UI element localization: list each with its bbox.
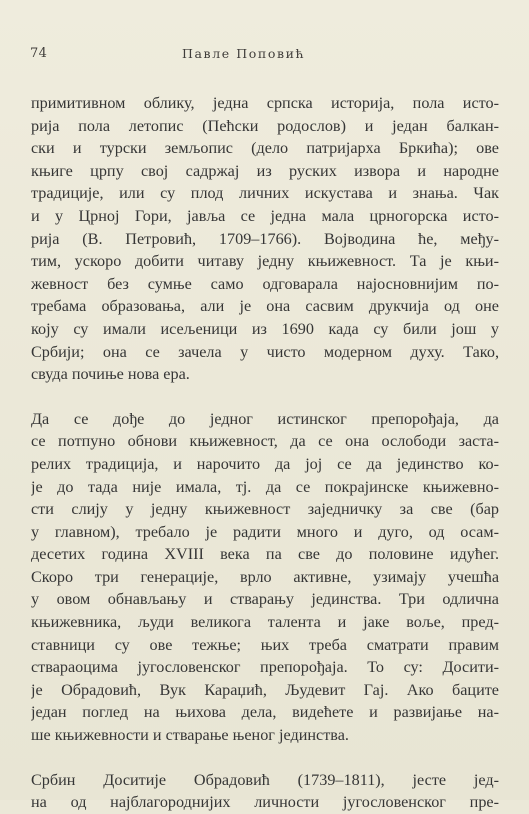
text-line: жевност без сумње само одговарала најосновнијим по-: [31, 274, 499, 293]
text-line: и у Црној Гори, јавља се једна мала црногорска исто-: [31, 206, 499, 225]
text-line: у главном), требало је радити много и дуго, од осам-: [31, 522, 499, 541]
paragraph-gap: [31, 747, 499, 769]
text-line: Србин Доситије Обрадовић (1739–1811), јесте јед-: [31, 770, 499, 789]
text-line: ше књижевности и стварање њеног јединства.: [31, 726, 349, 745]
text-line: десетих година XVIII века па све до половине идућег.: [31, 545, 499, 564]
text-line: рија пола летопис (Пећски родослов) и један балкан-: [31, 116, 499, 135]
page-number: 74: [30, 46, 48, 61]
text-line: на од најблагороднијих личности југословенског пре-: [31, 793, 499, 812]
text-line: је до тада није имала, тј. да се покрајинске књижевно-: [31, 477, 499, 496]
text-line: ставници су ове тежње; њих треба сматрати правим: [31, 635, 499, 654]
text-line: рија (В. Петровић, 1709–1766). Војводина ће, међу-: [31, 229, 499, 248]
text-line: тим, ускоро добити читаву једну књижевност. Та је књи-: [31, 252, 499, 271]
text-line: је Обрадовић, Вук Караџић, Људевит Гај. Ако баците: [31, 680, 499, 699]
text-line: Скоро три генерације, врло активне, узимају учешћа: [31, 567, 499, 586]
text-line: ски и турски земљопис (дело патријарха Бркића); ове: [31, 139, 499, 158]
paragraph: [31, 769, 499, 814]
body-text: [31, 92, 499, 814]
text-line: требама образовања, али је она сасвим друкчија од оне: [31, 297, 499, 316]
paragraph: [31, 408, 499, 747]
text-line: Србији; она се зачела у чисто модерном духу. Тако,: [31, 342, 499, 361]
running-head: Павле Поповић: [182, 46, 306, 61]
paragraph-gap: [31, 386, 499, 408]
text-line: књижевника, људи великога талента и јаке воље, пред-: [31, 613, 499, 632]
text-line: ствараоцима југословенског препорођаја. То су: Досити-: [31, 658, 499, 677]
text-line: релих традиција, и нарочито да јој се да јединство ко-: [31, 454, 499, 473]
paragraph: [31, 92, 499, 386]
text-line: свуда почиње нова ера.: [31, 365, 190, 384]
text-line: коју су имали исељеници из 1690 када су били још у: [31, 319, 499, 338]
text-line: се потпуно обнови књижевност, да се она ослободи застa-: [31, 432, 499, 451]
text-line: један поглед на њихова дела, видећете и развијање на-: [31, 703, 499, 722]
page-header: [30, 46, 500, 66]
text-line: у овом обнављању и стварању јединства. Три одлична: [31, 590, 499, 609]
text-line: књиге црпу свој садржај из руских извора и народне: [31, 161, 499, 180]
text-line: сти слију у једну књижевност заједничку за све (бар: [31, 500, 499, 519]
text-line: примитивном облику, једна српска историја, пола исто-: [31, 94, 499, 112]
text-line: традиције, или су плод личних искустава и знања. Чак: [31, 184, 499, 203]
text-line: Да се дође до једног истинског препорођаја, да: [31, 409, 499, 428]
